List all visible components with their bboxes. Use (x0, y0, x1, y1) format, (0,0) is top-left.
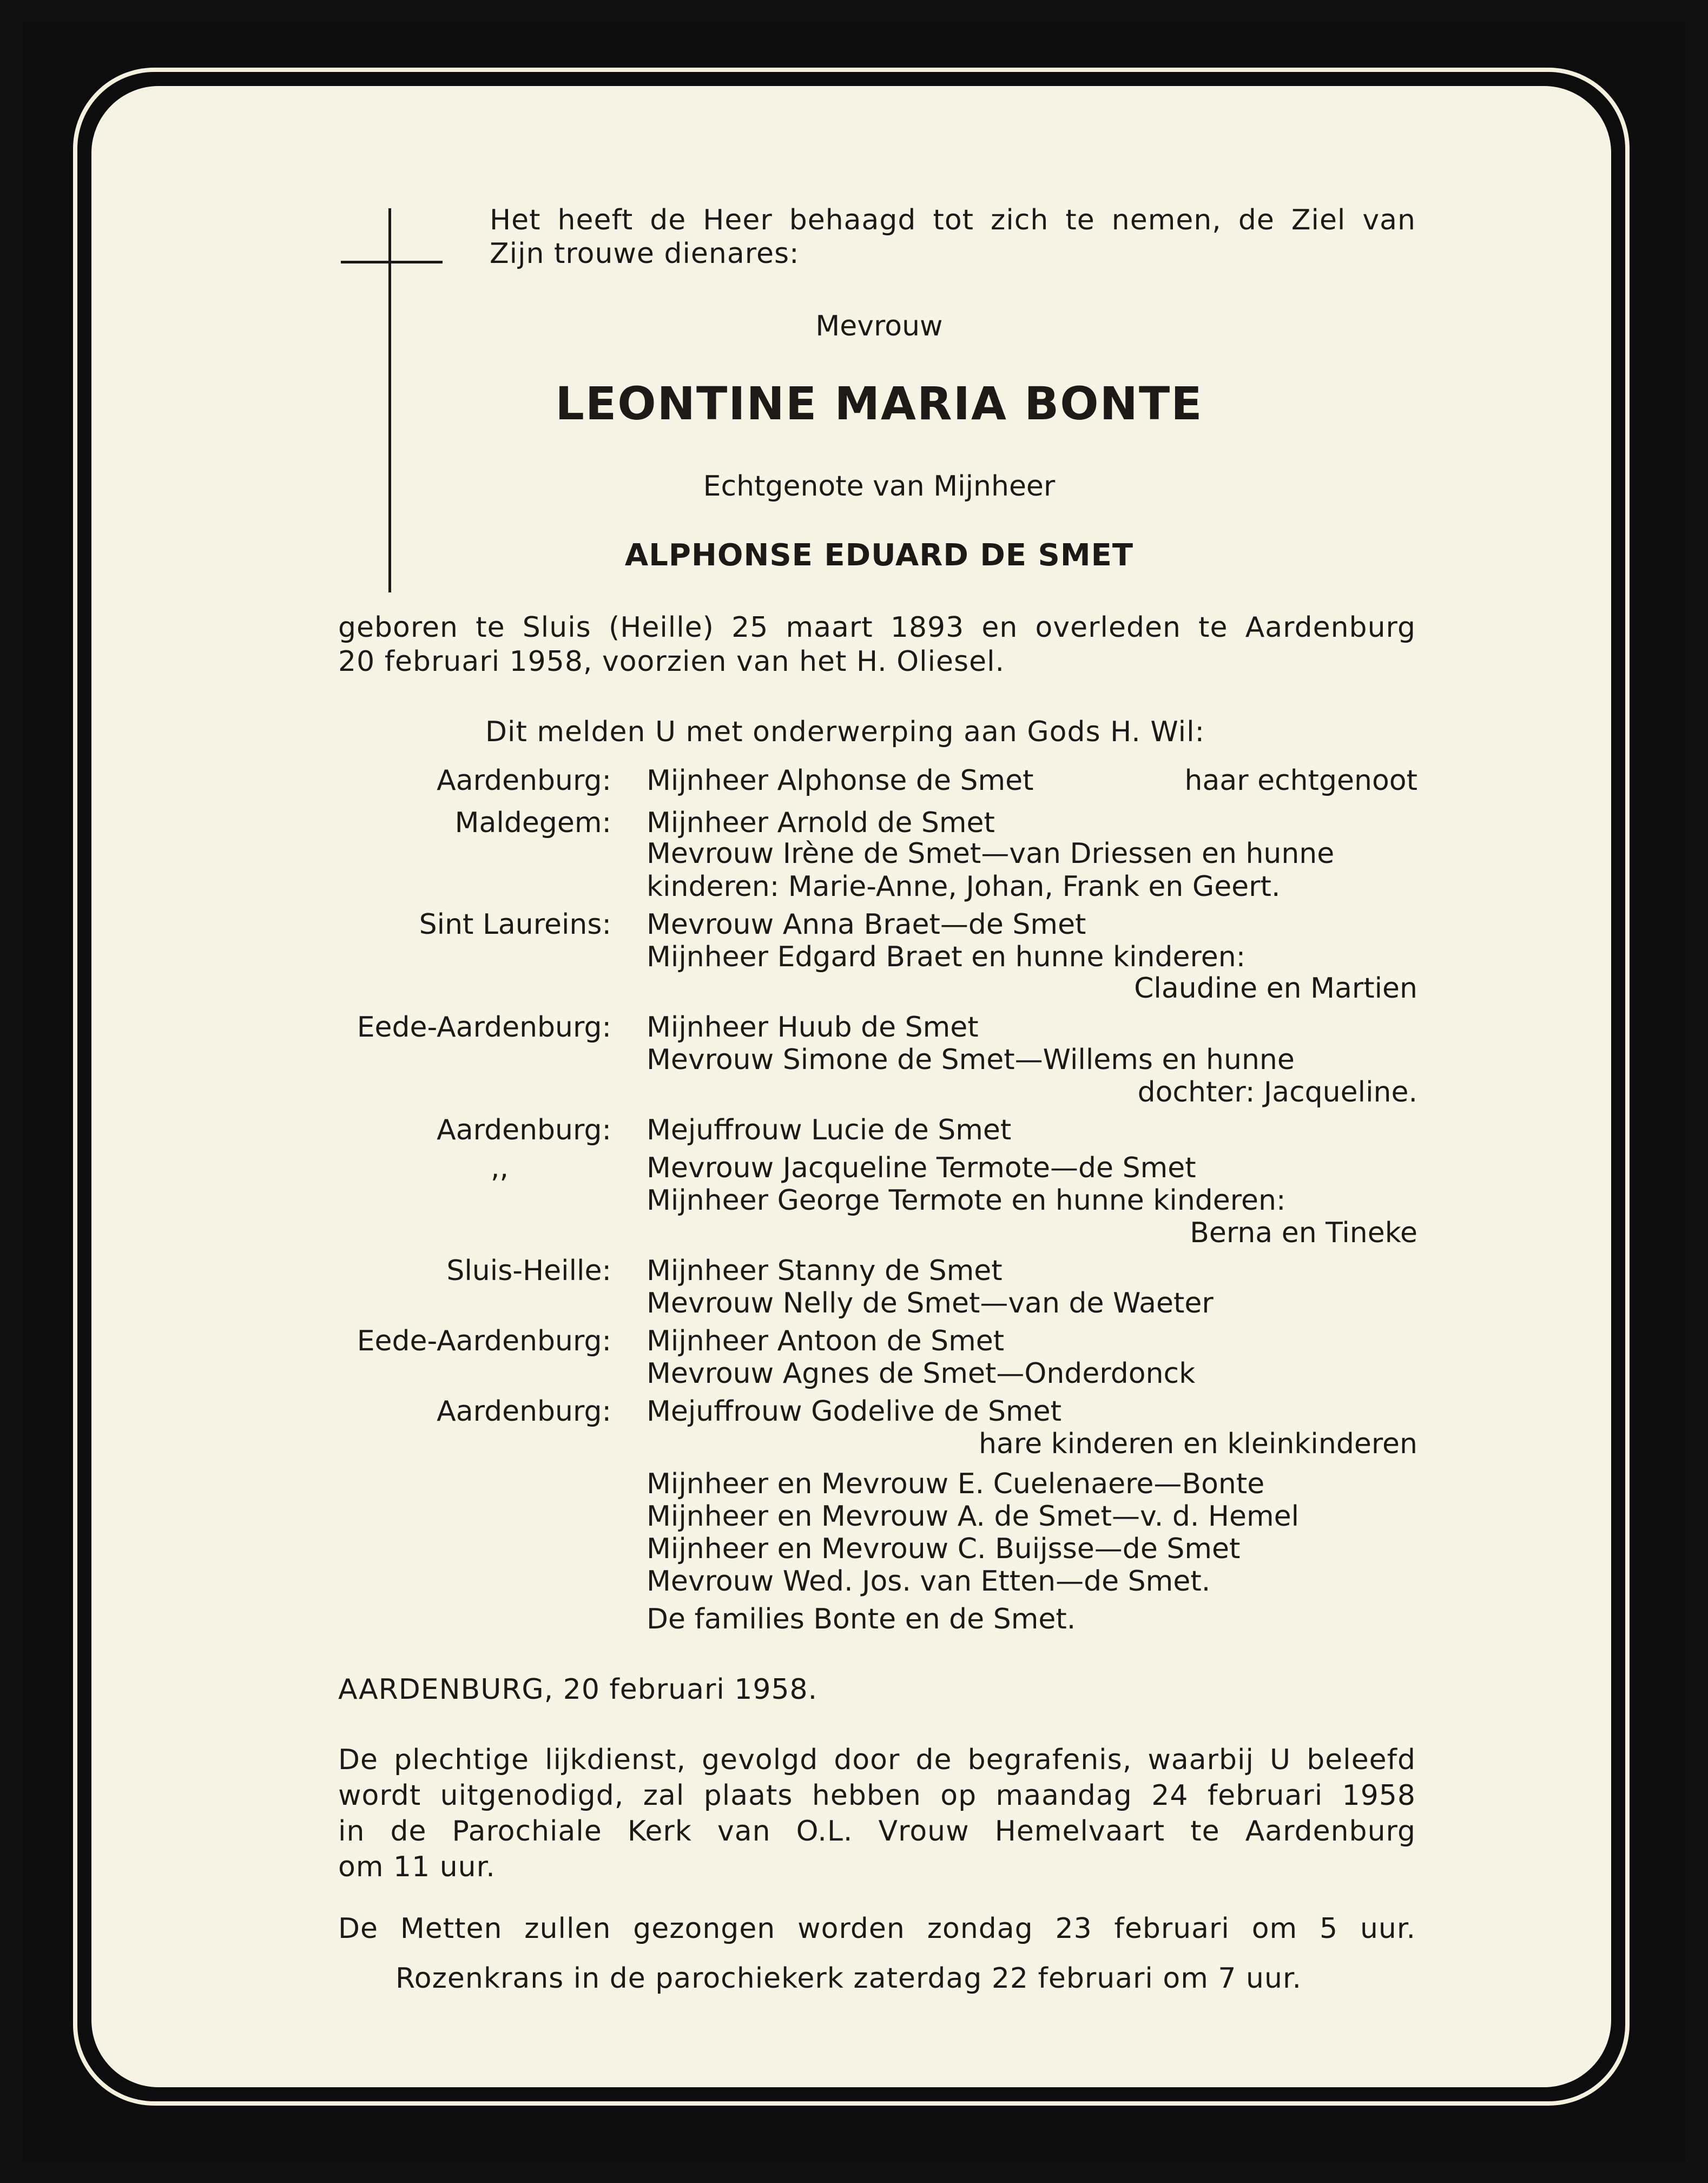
other-relative: Mijnheer en Mevrouw E. Cuelenaere—Bonte (647, 1468, 1265, 1500)
family-member: kinderen: Marie-Anne, Johan, Frank en Geert. (647, 870, 1281, 903)
spouse-intro: Echtgenote van Mijnheer (703, 470, 1056, 503)
place-date: AARDENBURG, 20 februari 1958. (338, 1673, 818, 1706)
family-place: Aardenburg: (437, 764, 611, 797)
family-member: Berna en Tineke (1190, 1217, 1417, 1249)
metten-notice: De Metten zullen gezongen worden zondag 23 februari om 5 uur. (338, 1912, 1416, 1945)
family-place-ditto: ,, (490, 1152, 509, 1184)
family-place: Aardenburg: (437, 1395, 611, 1428)
other-relative: De families Bonte en de Smet. (647, 1603, 1076, 1635)
funeral-line-1: De plechtige lijkdienst, gevolgd door de begrafenis, waarbij U beleefd (338, 1744, 1416, 1776)
family-member: Mejuffrouw Godelive de Smet (647, 1395, 1062, 1428)
family-member: Mijnheer Arnold de Smet (647, 807, 995, 839)
family-member: Mejuffrouw Lucie de Smet (647, 1114, 1012, 1146)
family-place: Sint Laureins: (419, 908, 611, 941)
family-member: Mevrouw Irène de Smet—van Driessen en hunne (647, 837, 1335, 870)
funeral-line-2: wordt uitgenodigd, zal plaats hebben op maandag 24 februari 1958 (338, 1779, 1416, 1812)
announcement: Dit melden U met onderwerping aan Gods H. Wil: (485, 716, 1205, 748)
family-member: Mevrouw Anna Braet—de Smet (647, 908, 1086, 941)
funeral-line-4: om 11 uur. (338, 1851, 496, 1883)
rozenkrans-notice: Rozenkrans in de parochiekerk zaterdag 22 februari om 7 uur. (395, 1962, 1302, 1995)
family-place: Sluis-Heille: (446, 1255, 611, 1287)
other-relative: Mijnheer en Mevrouw A. de Smet—v. d. Hemel (647, 1500, 1300, 1533)
family-member: Mijnheer Alphonse de Smet (647, 764, 1034, 797)
other-relative: Mevrouw Wed. Jos. van Etten—de Smet. (647, 1565, 1211, 1598)
birth-death-line-2: 20 februari 1958, voorzien van het H. Oliesel. (338, 645, 1005, 678)
family-member: Mijnheer Edgard Braet en hunne kinderen: (647, 941, 1246, 973)
family-member: hare kinderen en kleinkinderen (979, 1428, 1417, 1460)
family-member: Mijnheer Stanny de Smet (647, 1255, 1003, 1287)
deceased-name: LEONTINE MARIA BONTE (555, 377, 1203, 430)
birth-death-line-1: geboren te Sluis (Heille) 25 maart 1893 en overleden te Aardenburg (338, 611, 1416, 644)
family-member: dochter: Jacqueline. (1137, 1076, 1417, 1109)
family-member: Mevrouw Nelly de Smet—van de Waeter (647, 1287, 1214, 1320)
family-member: Mevrouw Agnes de Smet—Onderdonck (647, 1357, 1196, 1390)
funeral-line-3: in de Parochiale Kerk van O.L. Vrouw Hemelvaart te Aardenburg (338, 1815, 1416, 1848)
family-place: Eede-Aardenburg: (357, 1011, 611, 1044)
family-member: Mevrouw Jacqueline Termote—de Smet (647, 1152, 1196, 1184)
family-place: Aardenburg: (437, 1114, 611, 1146)
cross-icon-bar (341, 261, 443, 263)
family-note: haar echtgenoot (1184, 764, 1417, 797)
family-member: Mijnheer Huub de Smet (647, 1011, 979, 1044)
family-place: Maldegem: (454, 807, 611, 839)
family-member: Mijnheer Antoon de Smet (647, 1325, 1005, 1357)
other-relative: Mijnheer en Mevrouw C. Buijsse—de Smet (647, 1533, 1241, 1565)
spouse-name: ALPHONSE EDUARD DE SMET (624, 538, 1134, 573)
family-place: Eede-Aardenburg: (357, 1325, 611, 1357)
family-member: Claudine en Martien (1134, 972, 1417, 1005)
family-member: Mevrouw Simone de Smet—Willems en hunne (647, 1044, 1295, 1076)
family-member: Mijnheer George Termote en hunne kinderen: (647, 1184, 1286, 1217)
intro-line-1: Het heeft de Heer behaagd tot zich te nemen, de Ziel van (490, 204, 1416, 236)
intro-line-2: Zijn trouwe dienares: (490, 238, 800, 270)
title-prefix: Mevrouw (815, 310, 943, 342)
